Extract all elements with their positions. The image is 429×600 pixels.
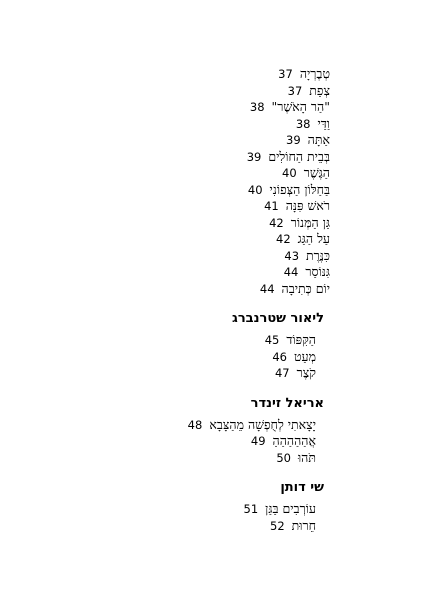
toc-entry: [90, 433, 330, 450]
entry-page-number: 37: [278, 67, 293, 81]
toc-entry: [90, 365, 330, 382]
entry-title: יָצָאתִי לְחֻפְשָׁה מֵהַצָּבָא: [209, 416, 316, 432]
entry-title: חֵרוּת: [291, 517, 316, 533]
entry-page-number: 45: [264, 333, 280, 347]
toc-entry-list: [90, 417, 330, 467]
entry-page-number: 52: [270, 518, 285, 533]
toc-section: [90, 394, 330, 467]
toc-entry: [90, 501, 330, 518]
entry-page-number: 38: [249, 100, 265, 114]
toc-entry: [90, 450, 330, 467]
toc-entry: [90, 248, 330, 265]
toc-entry: [90, 332, 330, 349]
author-heading: אריאל זינדר: [250, 395, 324, 411]
entry-page-number: 47: [274, 366, 290, 380]
entry-title: קֹצֶר: [296, 365, 316, 380]
entry-title: יוֹם כְּתִיבָה: [281, 280, 330, 296]
entry-page-number: 38: [295, 116, 311, 131]
entry-title: בַּחַלּוֹן הַצְּפוֹנִי: [269, 181, 330, 197]
author-heading: שי דותן: [280, 480, 324, 495]
toc-entry: [90, 116, 330, 133]
toc-entry: [90, 83, 330, 100]
toc-entry: [90, 281, 330, 298]
entry-page-number: 44: [259, 281, 275, 296]
entry-title: הַקִּפּוֹד: [286, 332, 316, 347]
entry-page-number: 42: [276, 232, 291, 246]
entry-page-number: 44: [283, 265, 299, 279]
author-heading: ליאור שטרנברג: [232, 311, 324, 326]
toc-entry: [90, 518, 330, 535]
entry-title: "הַר הָאֹשֶׁר": [271, 99, 330, 114]
entry-title: וַדַּי: [317, 115, 330, 131]
entry-page-number: 40: [247, 182, 263, 197]
entry-title: אֲהַהַהַהַהַ: [272, 433, 316, 448]
entry-title: תֹּהוּ: [297, 449, 316, 465]
entry-title: בְּבֵית הַחוֹלִים: [268, 148, 330, 164]
toc-entry: [90, 349, 330, 366]
toc-entry-list: [90, 332, 330, 382]
entry-title: מְעַט: [293, 348, 316, 364]
entry-page-number: 46: [272, 349, 287, 364]
entry-page-number: 49: [250, 434, 266, 448]
toc-entry: [90, 99, 330, 116]
toc-entry: [90, 264, 330, 281]
entry-page-number: 51: [243, 502, 259, 516]
toc-entry: [90, 132, 330, 149]
toc-entry: [90, 165, 330, 182]
toc-entry-list: [90, 66, 330, 297]
entry-title: אַתָּה: [307, 132, 330, 147]
entry-title: עַל הַגַּג: [297, 231, 330, 246]
toc-entry: [90, 182, 330, 199]
toc-entry-list: [90, 501, 330, 534]
toc-entry: [90, 231, 330, 248]
entry-title: הַגֶּשֶׁר: [303, 165, 330, 180]
entry-page-number: 48: [187, 417, 203, 432]
entry-page-number: 39: [246, 149, 262, 164]
entry-page-number: 40: [282, 166, 297, 180]
toc-section: [90, 478, 330, 534]
toc-entry: [90, 198, 330, 215]
toc-section: [90, 66, 330, 297]
entry-title: גִּנּוֹסַר: [305, 264, 330, 279]
entry-page-number: 50: [276, 450, 291, 465]
entry-page-number: 39: [286, 133, 301, 147]
table-of-contents: [90, 66, 330, 534]
toc-entry: [90, 417, 330, 434]
entry-title: רֹאשׁ פִּנָּה: [285, 198, 330, 213]
entry-page-number: 43: [284, 248, 300, 263]
entry-title: עוֹרְבִים בַּגַּן: [265, 501, 316, 516]
entry-page-number: 42: [269, 215, 284, 230]
entry-title: טְבֶרְיָה: [299, 66, 330, 81]
toc-section: [90, 309, 330, 382]
toc-entry: [90, 215, 330, 232]
toc-entry: [90, 149, 330, 166]
toc-entry: [90, 66, 330, 83]
entry-page-number: 41: [264, 199, 279, 213]
entry-title: כִּנֶּרֶת: [306, 247, 330, 263]
entry-title: צְפַת: [309, 82, 330, 98]
entry-page-number: 37: [287, 83, 303, 98]
entry-title: גַּן הַמְּנוֹר: [290, 214, 330, 230]
